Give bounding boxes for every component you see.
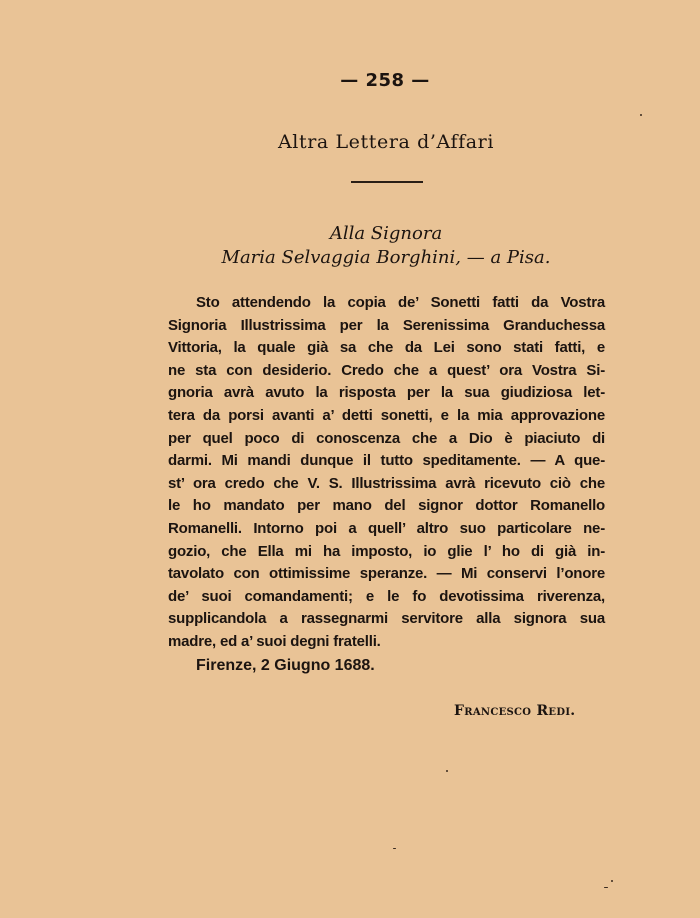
scan-speck bbox=[611, 880, 613, 882]
letter-body bbox=[168, 292, 605, 654]
page-number: — 258 — bbox=[340, 70, 430, 91]
body-line: Signoria Illustrissima per la Serenissima Granduchessa bbox=[168, 316, 605, 334]
body-line: tera da porsi avanti a’ detti sonetti, e la mia approvazione bbox=[168, 406, 605, 424]
body-line: darmi. Mi mandi dunque il tutto speditamente. — A que- bbox=[168, 452, 605, 470]
body-line: supplicandola a rassegnarmi servitore alla signora sua bbox=[168, 610, 605, 628]
body-line: Sto attendendo la copia de’ Sonetti fatti da Vostra bbox=[196, 294, 605, 311]
scan-speck bbox=[640, 114, 642, 116]
signature: Francesco Redi. bbox=[454, 703, 576, 719]
body-line: Romanelli. Intorno poi a quell’ altro suo particolare ne- bbox=[168, 519, 605, 537]
body-line: de’ suoi comandamenti; e le fo devotissima riverenza, bbox=[168, 587, 605, 605]
body-line: le ho mandato per mano del signor dottor Romanello bbox=[168, 497, 605, 515]
body-line: madre, ed a’ suoi degni fratelli. bbox=[168, 632, 381, 650]
addressee bbox=[160, 222, 612, 270]
body-line: st’ ora credo che V. S. Illustrissima avrà ricevuto ciò che bbox=[168, 474, 605, 492]
letter-date: Firenze, 2 Giugno 1688. bbox=[196, 657, 375, 674]
body-line: tavolato con ottimissime speranze. — Mi conservi l’onore bbox=[168, 565, 605, 583]
addressee-line-2: Maria Selvaggia Borghini, — a Pisa. bbox=[221, 247, 551, 268]
body-line: ne sta con desiderio. Credo che a quest’ ora Vostra Si- bbox=[168, 361, 605, 379]
scan-speck bbox=[393, 848, 396, 849]
letter-title: Altra Lettera d’Affari bbox=[277, 131, 495, 153]
body-line: gozio, che Ella mi ha imposto, io glie l’ ho di già in- bbox=[168, 542, 605, 560]
body-line: gnoria avrà avuto la risposta per la sua giudiziosa let- bbox=[168, 384, 605, 402]
title-rule bbox=[351, 181, 423, 183]
scan-speck bbox=[604, 887, 608, 888]
body-line: per quel poco di conoscenza che a Dio è piaciuto di bbox=[168, 429, 605, 447]
body-line: Vittoria, la quale già sa che da Lei sono stati fatti, e bbox=[168, 339, 605, 357]
scan-speck bbox=[446, 770, 448, 772]
addressee-line-1: Alla Signora bbox=[329, 223, 443, 244]
